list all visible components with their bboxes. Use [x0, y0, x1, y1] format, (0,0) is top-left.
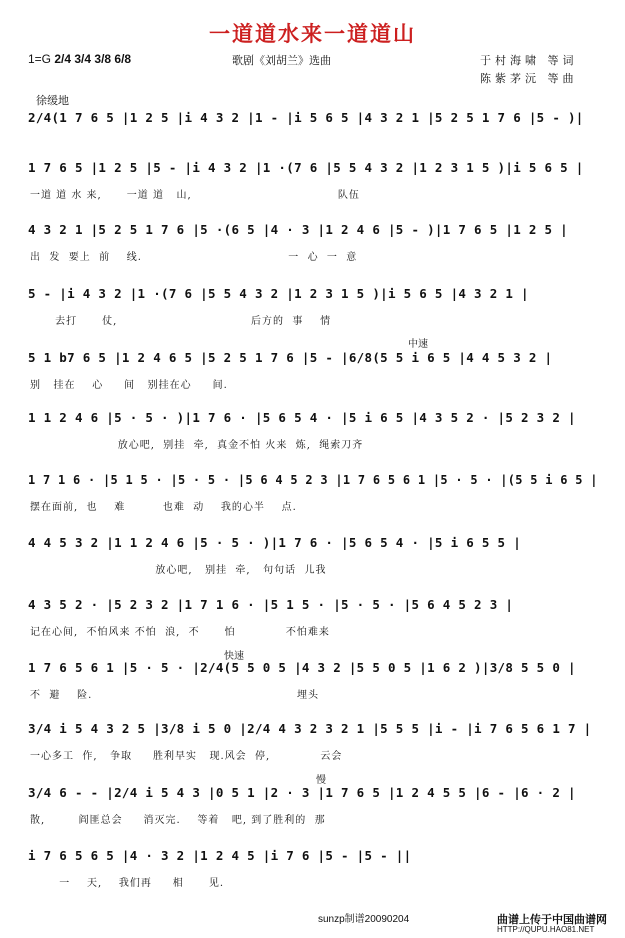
lyric-row: 去打 仗, 后方的 事 情 [30, 316, 332, 327]
watermark-url: HTTP://QUPU.HAO81.NET [497, 925, 595, 934]
notation-row: 1 7 6 5 |1 2 5 |5 - |i 4 3 2 |1 ·(7 6 |5 5 4 3 2 |1 2 3 1 5 )|i 5 6 5 | [28, 160, 584, 175]
notation-row: 4 3 2 1 |5 2 5 1 7 6 |5 ·(6 5 |4 · 3 |1 2 4 6 |5 - )|1 7 6 5 |1 2 5 | [28, 222, 568, 237]
lyric-row: 一 天, 我们再 相 见. [30, 878, 225, 889]
notation-row: 2/4(1 7 6 5 |1 2 5 |i 4 3 2 |1 - |i 5 6 5 |4 3 2 1 |5 2 5 1 7 6 |5 - )| [28, 110, 584, 125]
notation-row: 3/4 i 5 4 3 2 5 |3/8 i 5 0 |2/4 4 3 2 3 2 1 |5 5 5 |i - |i 7 6 5 6 1 7 | [28, 721, 592, 736]
tempo-mark-start: 徐缓地 [36, 94, 69, 107]
tempo-mark-mid: 中速 [408, 339, 428, 350]
lyric-row: 摆在面前, 也 难 也难 动 我的心半 点. [30, 502, 297, 513]
page-title: 一道道水来一道道山 [209, 21, 416, 46]
lyric-row: 放心吧, 别挂 牵, 句句话 儿我 [30, 565, 327, 576]
tempo-mark-fast: 快速 [224, 651, 244, 662]
notation-row: 4 4 5 3 2 |1 1 2 4 6 |5 · 5 · )|1 7 6 · |5 6 5 4 · |5 i 6 5 5 | [28, 535, 522, 550]
lyricist-credit: 于村海啸 等词 [480, 54, 578, 67]
meter-signatures: 2/4 3/4 3/8 6/8 [54, 52, 132, 66]
lyric-row: 散, 阎匪总会 消灭完. 等着 吧, 到了胜利的 那 [30, 815, 326, 826]
notation-row: i 7 6 5 6 5 |4 · 3 2 |1 2 4 5 |i 7 6 |5 - |5 - || [28, 848, 412, 863]
lyric-row: 一心多工 作, 争取 胜利早实 现.风会 停, 云会 [30, 751, 343, 762]
notation-row: 1 7 1 6 · |5 1 5 · |5 · 5 · |5 6 4 5 2 3 |1 7 6 5 6 1 |5 · 5 · |(5 5 i 6 5 | [28, 472, 598, 487]
notation-row: 5 1 b7 6 5 |1 2 4 6 5 |5 2 5 1 7 6 |5 - |6/8(5 5 i 6 5 |4 4 5 3 2 | [28, 350, 553, 365]
lyric-row: 出 发 要上 前 线. 一 心 一 意 [30, 252, 358, 263]
lyric-row: 别 挂在 心 间 别挂在心 间. [30, 380, 228, 391]
notation-row: 5 - |i 4 3 2 |1 ·(7 6 |5 5 4 3 2 |1 2 3 1 5 )|i 5 6 5 |4 3 2 1 | [28, 286, 529, 301]
lyric-row: 放心吧, 别挂 牵, 真金不怕 火来 炼, 绳索刀齐 [30, 440, 364, 451]
lyric-row: 不 避 险. 埋头 [30, 690, 320, 701]
notation-row: 1 1 2 4 6 |5 · 5 · )|1 7 6 · |5 6 5 4 · |5 i 6 5 |4 3 5 2 · |5 2 3 2 | [28, 410, 576, 425]
composer-credit: 陈紫茅沅 等曲 [480, 72, 578, 85]
watermark-text: 曲谱上传于中国曲谱网 [497, 914, 607, 926]
lyric-row: 一道 道 水 来, 一道 道 山, 队伍 [30, 190, 360, 201]
notation-row: 1 7 6 5 6 1 |5 · 5 · |2/4(5 5 0 5 |4 3 2 |5 5 0 5 |1 6 2 )|3/8 5 5 0 | [28, 660, 576, 675]
footer-credit: sunzp制谱20090204 [318, 914, 410, 925]
subtitle: 歌剧《刘胡兰》选曲 [232, 54, 331, 67]
lyric-row: 记在心间, 不怕风来 不怕 浪, 不 怕 不怕难来 [30, 627, 330, 638]
tempo-mark-slow: 慢 [316, 775, 326, 786]
notation-row: 4 3 5 2 · |5 2 3 2 |1 7 1 6 · |5 1 5 · |5 · 5 · |5 6 4 5 2 3 | [28, 597, 514, 612]
notation-row: 3/4 6 - - |2/4 i 5 4 3 |0 5 1 |2 · 3 |1 7 6 5 |1 2 4 5 5 |6 - |6 · 2 | [28, 785, 576, 800]
key-label: 1=G [28, 52, 52, 66]
